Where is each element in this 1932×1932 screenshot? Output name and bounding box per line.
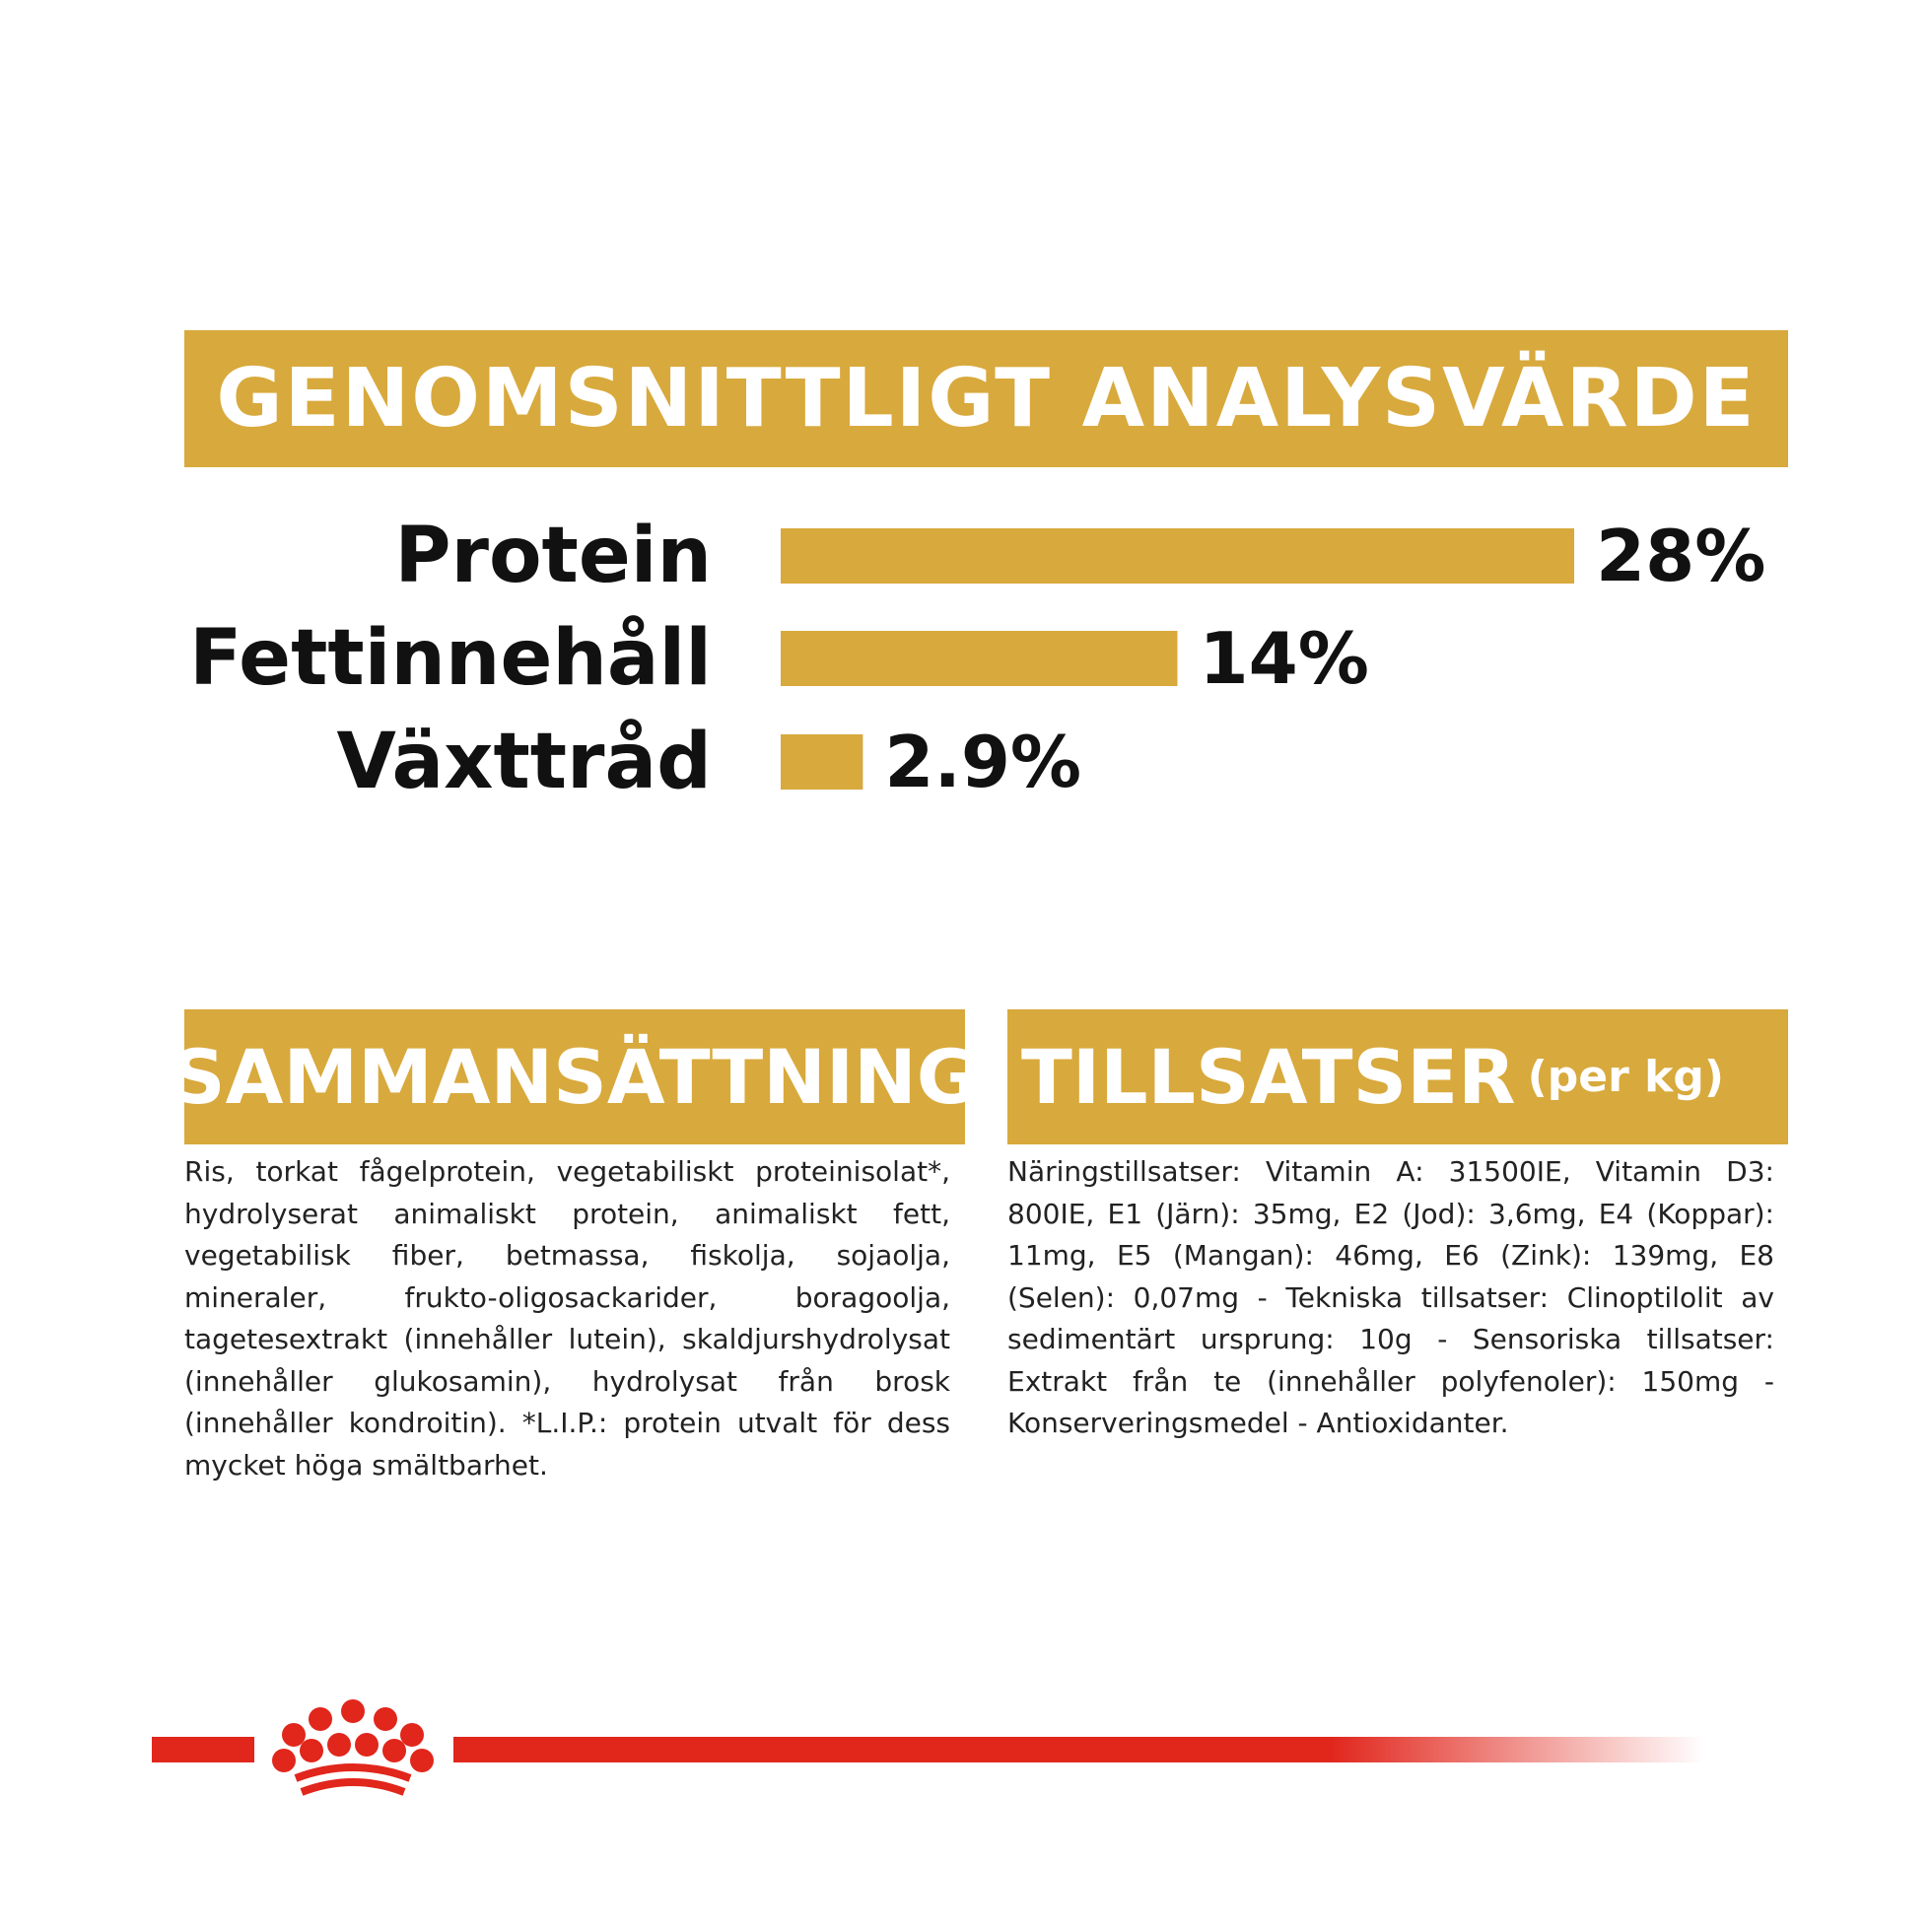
- composition-text: Ris, torkat fågelprotein, vegetabiliskt proteinisolat*, hydrolyserat animaliskt protein, animaliskt fett, vegetabilisk fiber, betmassa, fiskolja, sojaolja, mineraler, frukto-oligosackarider, boragoolja, tagetesextrakt (innehåller lutein), skaldjurshydrolysat (innehåller glukosamin), hydrolysat från brosk (innehåller kondroitin). *L.I.P.: protein utvalt för dess mycket höga smältbarhet.: [184, 1155, 950, 1482]
- additives-title-suffix: (per kg): [1527, 1052, 1724, 1102]
- category-label: Växttråd: [336, 718, 712, 806]
- composition-title-banner: [171, 1009, 979, 1144]
- additives-title: TILLSATSER: [1021, 1033, 1516, 1121]
- analysis-title: GENOMSNITTLIGT ANALYSVÄRDE: [216, 352, 1757, 446]
- value-label: 2.9%: [884, 721, 1082, 803]
- brand-footer: [0, 1676, 1932, 1804]
- composition-title: SAMMANSÄTTNING: [171, 1033, 979, 1121]
- additives-title-banner: [1007, 1009, 1788, 1144]
- bar-växttråd: [781, 734, 862, 790]
- analysis-bar-chart: [0, 0, 1932, 887]
- bar-fettinnehåll: [781, 631, 1178, 686]
- category-label: Fettinnehåll: [189, 614, 712, 703]
- crown-logo-icon: [272, 1699, 434, 1792]
- brand-line-right: [453, 1737, 1705, 1762]
- value-label: 14%: [1199, 617, 1369, 700]
- brand-line-left: [152, 1737, 254, 1762]
- bar-protein: [781, 528, 1574, 584]
- value-label: 28%: [1596, 515, 1766, 597]
- category-label: Protein: [394, 512, 712, 600]
- additives-text: Näringstillsatser: Vitamin A: 31500IE, Vitamin D3: 800IE, E1 (Järn): 35mg, E2 (Jod): 3,6mg, E4 (Koppar): 11mg, E5 (Mangan): 46mg, E6 (Zink): 139mg, E8 (Selen): 0,07mg - Tekniska tillsatser: Clinoptilolit av sedimentärt ursprung: 10g - Sensoriska tillsatser: Extrakt från te (innehåller polyfenoler): 150mg - Konserveringsmedel - Antioxidanter.: [1007, 1155, 1774, 1439]
